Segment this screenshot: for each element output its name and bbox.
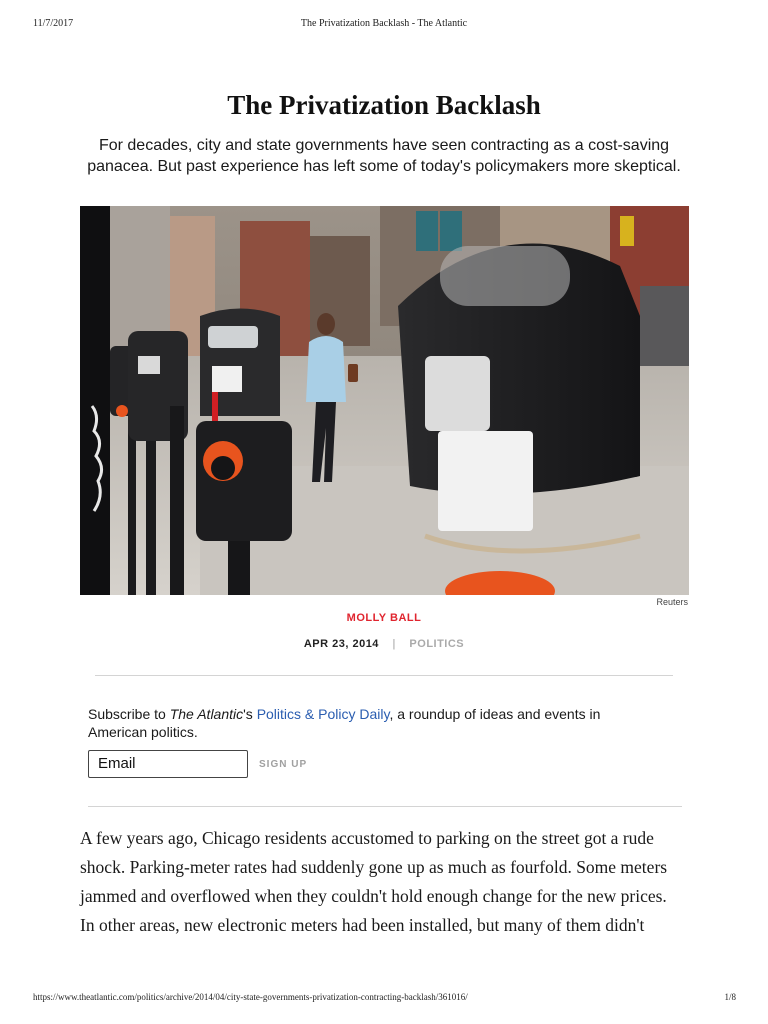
body-line: In other areas, new electronic meters had been installed, but many of them didn't (80, 915, 645, 935)
print-header (0, 18, 768, 32)
body-line: shock. Parking-meter rates had suddenly gone up as much as fourfold. Some meters (80, 857, 668, 877)
article-body (80, 824, 700, 940)
page-count: 1/8 (724, 992, 736, 1002)
photo-credit: Reuters (656, 597, 688, 607)
print-date: 11/7/2017 (33, 18, 74, 29)
newsletter-suffix: , a roundup of ideas and events in American politics. (88, 706, 601, 740)
print-page-title: The Privatization Backlash - The Atlantic (300, 18, 468, 29)
newsletter-prefix: Subscribe to (88, 706, 170, 722)
publication-name: The Atlantic (169, 706, 244, 722)
print-url: https://www.theatlantic.com/politics/archive/2014/04/city-state-governments-privatization-contracting-backlash/361016/ (33, 992, 468, 1002)
newsletter-possessive: 's (243, 706, 257, 722)
article-dek: For decades, city and state governments have seen contracting as a cost-saving panacea. But past experience has left some of today's policymakers more skeptical. (87, 137, 681, 175)
section-link[interactable]: POLITICS (409, 638, 465, 650)
divider-bottom (88, 806, 682, 807)
sign-up-button[interactable]: SIGN UP (259, 759, 308, 770)
body-line: jammed and overflowed when they couldn't hold enough change for the new prices. (80, 886, 667, 906)
parking-meters-photo (80, 206, 689, 595)
print-footer (0, 992, 768, 1006)
divider-top (95, 675, 673, 676)
newsletter-name-link[interactable]: Politics & Policy Daily (256, 706, 390, 722)
meta-separator: | (392, 638, 396, 650)
newsletter-pitch (88, 705, 648, 741)
author-link[interactable]: MOLLY BALL (346, 612, 422, 624)
article-meta (0, 638, 768, 650)
article-headline: The Privatization Backlash (227, 90, 541, 120)
publish-date: APR 23, 2014 (303, 638, 379, 650)
body-line: A few years ago, Chicago residents accustomed to parking on the street got a rude (80, 828, 654, 848)
article-hero-photo (80, 206, 689, 595)
email-input[interactable]: Email (88, 750, 248, 778)
